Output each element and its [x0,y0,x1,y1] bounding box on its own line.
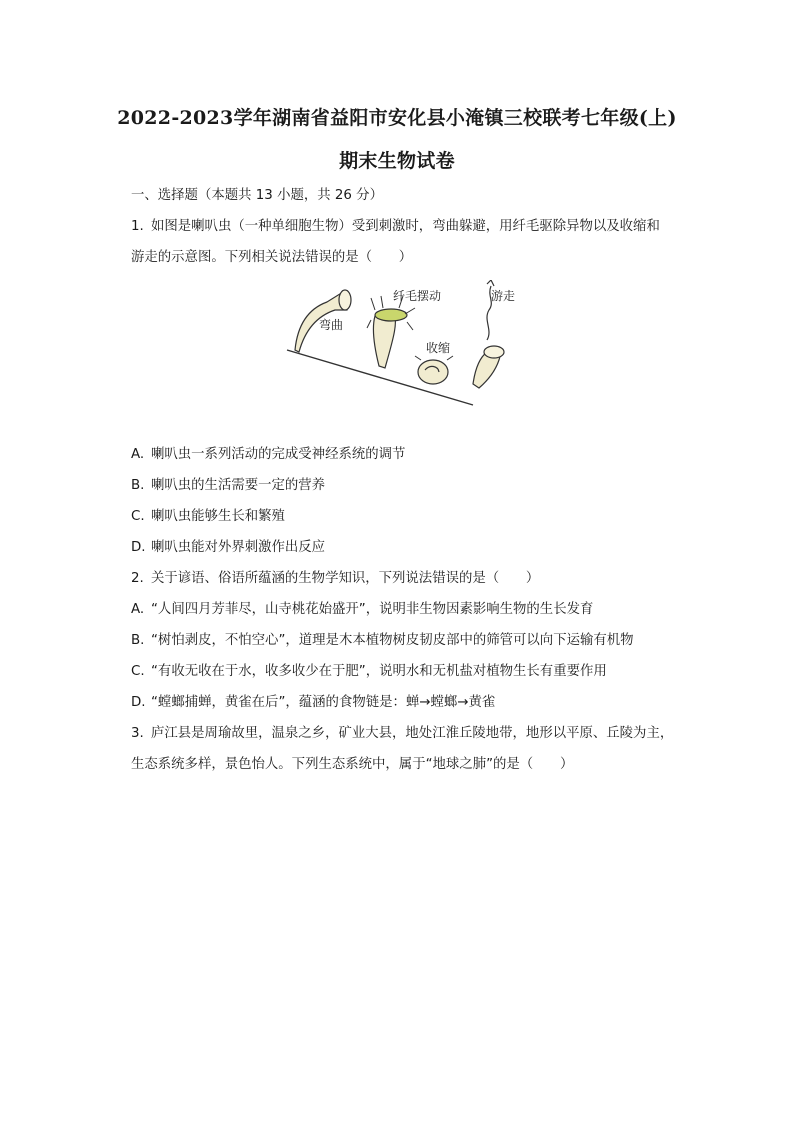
question-3-stem-line2: 生态系统多样，景色怡人。下列生态系统中，属于“地球之肺”的是（ ） [131,757,574,772]
question-text: 庐江县是周瑜故里，温泉之乡，矿业大县，地处江淮丘陵地带，地形以平原、丘陵为主， [151,726,674,741]
question-2-stem [131,570,711,588]
question-3-stem-line1 [131,725,711,743]
question-1-option-c [131,508,711,526]
label-cilia: 纤毛摆动 [393,289,442,303]
question-1-option-d [131,539,711,557]
option-letter: B. [131,633,145,648]
option-letter: C. [131,664,145,679]
option-text: “树怕剥皮，不怕空心”，道理是木本植物树皮韧皮部中的筛管可以向下运输有机物 [151,633,634,648]
question-1-option-a [131,446,711,464]
question-number: 1. [131,219,144,234]
question-2-option-d [131,694,711,712]
label-contract: 收缩 [426,341,451,355]
trumpet-worm-figure [275,280,535,408]
question-text: 关于谚语、俗语所蕴涵的生物学知识，下列说法错误的是（ ） [151,571,540,586]
option-letter: A. [131,447,145,462]
option-letter: D. [131,540,146,555]
question-1-option-b [131,477,711,495]
option-text: “螳螂捕蝉，黄雀在后”，蕴涵的食物链是：蝉→螳螂→黄雀 [151,695,496,710]
option-letter: A. [131,602,145,617]
option-text: “人间四月芳菲尽，山寺桃花始盛开”，说明非生物因素影响生物的生长发育 [151,602,594,617]
section-heading: 一、选择题（本题共 13 小题，共 26 分） [131,188,383,203]
question-1-stem-line2: 游走的示意图。下列相关说法错误的是（ ） [131,250,413,265]
question-text: 如图是喇叭虫（一种单细胞生物）受到刺激时，弯曲躲避，用纤毛驱除异物以及收缩和 [151,219,660,234]
option-text: 喇叭虫能对外界刺激作出反应 [151,540,326,555]
option-letter: B. [131,478,145,493]
question-number: 3. [131,726,144,741]
exam-title-line1: 2022-2023学年湖南省益阳市安化县小淹镇三校联考七年级(上) [117,107,677,129]
question-number: 2. [131,571,144,586]
option-text: “有收无收在于水，收多收少在于肥”，说明水和无机盐对植物生长有重要作用 [151,664,607,679]
question-1-stem-line1 [131,218,711,236]
label-swim: 游走 [491,289,516,303]
exam-title-line2: 期末生物试卷 [339,150,455,172]
contracted-trumpet-worm [415,356,453,384]
option-letter: C. [131,509,145,524]
question-2-option-c [131,663,711,681]
option-text: 喇叭虫能够生长和繁殖 [151,509,285,524]
option-text: 喇叭虫的生活需要一定的营养 [151,478,326,493]
question-2-option-a [131,601,711,619]
question-2-option-b [131,632,711,650]
cilia-trumpet-worm [367,296,415,368]
option-letter: D. [131,695,146,710]
option-text: 喇叭虫一系列活动的完成受神经系统的调节 [151,447,406,462]
label-bend: 弯曲 [319,318,344,332]
